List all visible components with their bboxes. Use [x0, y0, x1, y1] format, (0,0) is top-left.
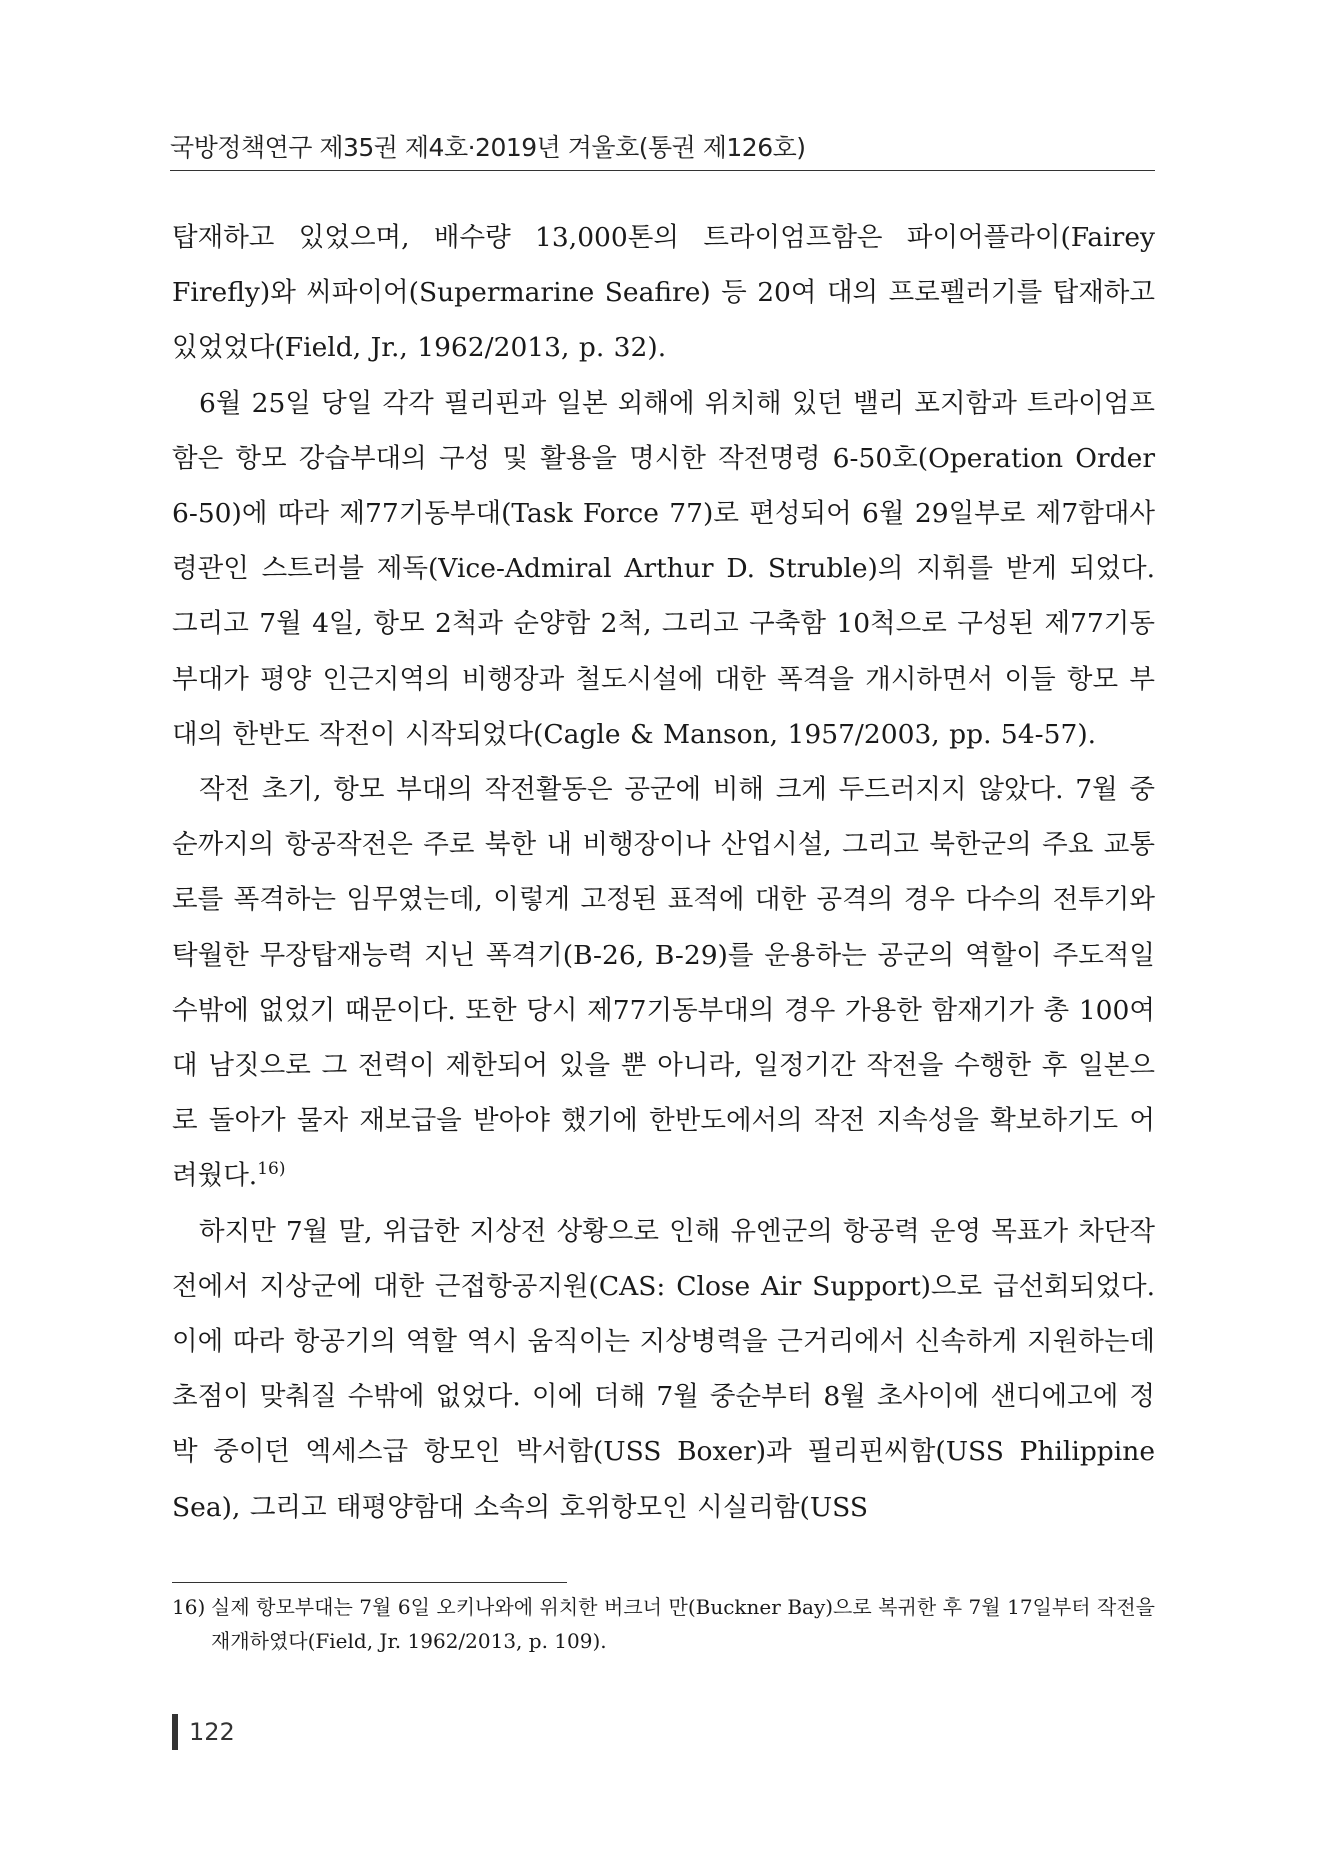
- paragraph-2: [172, 376, 1155, 762]
- page-marker-bar: [172, 1714, 178, 1750]
- paragraph-3-text: 작전 초기, 항모 부대의 작전활동은 공군에 비해 크게 두드러지지 않았다. 7월 중순까지의 항공작전은 주로 북한 내 비행장이나 산업시설, 그리고 북한군의 주요 교통로를 폭격하는 임무였는데, 이렇게 고정된 표적에 대한 공격의 경우 다수의 전투기와 탁월한 무장탑재능력 지닌 폭격기(B-26, B-29)를 운용하는 공군의 역할이 주도적일 수밖에 없었기 때문이다. 또한 당시 제77기동부대의 경우 가용한 함재기가 총 100여 대 남짓으로 그 전력이 제한되어 있을 뿐 아니라, 일정기간 작전을 수행한 후 일본으로 돌아가 물자 재보급을 받아야 했기에 한반도에서의 작전 지속성을 확보하기도 어려웠다.: [172, 774, 1155, 1192]
- footnote-reference[interactable]: 16): [257, 1159, 286, 1180]
- paragraph-4-text: 하지만 7월 말, 위급한 지상전 상황으로 인해 유엔군의 항공력 운영 목표가 차단작전에서 지상군에 대한 근접항공지원(CAS: Close Air Support)으로 급선회되었다. 이에 따라 항공기의 역할 역시 움직이는 지상병력을 근거리에서 신속하게 지원하는데 초점이 맞춰질 수밖에 없었다. 이에 더해 7월 중순부터 8월 초사이에 샌디에고에 정박 중이던 엑세스급 항모인 박서함(USS Boxer)과 필리핀씨함(USS Philippine Sea), 그리고 태평양함대 소속의 호위항모인 시실리함(USS: [172, 1215, 1155, 1523]
- running-header-title: 국방정책연구 제35권 제4호·2019년 겨울호(통권 제126호): [170, 133, 806, 162]
- footnote-text: 실제 항모부대는 7월 6일 오키나와에 위치한 버크너 만(Buckner Bay)으로 복귀한 후 7월 17일부터 작전을 재개하였다(Field, Jr. 1962/2013, p. 109).: [211, 1595, 1155, 1653]
- paragraph-1-text: 탑재하고 있었으며, 배수량 13,000톤의 트라이엄프함은 파이어플라이(Fairey Firefly)와 씨파이어(Supermarine Seafire) 등 20여 대의 프로펠러기를 탑재하고 있었었다(Field, Jr., 1962/2013, p. 32).: [172, 222, 1155, 364]
- footnote: [172, 1590, 1155, 1658]
- paragraph-1: [172, 210, 1155, 376]
- page-marker: [172, 1714, 235, 1750]
- footnote-divider: [172, 1582, 567, 1583]
- header-divider: [170, 170, 1155, 171]
- paragraph-4: [172, 1204, 1155, 1535]
- page-number: 122: [189, 1718, 235, 1746]
- paragraph-2-text: 6월 25일 당일 각각 필리핀과 일본 외해에 위치해 있던 밸리 포지함과 트라이엄프함은 항모 강습부대의 구성 및 활용을 명시한 작전명령 6-50호(Operation Order 6-50)에 따라 제77기동부대(Task Force 77)로 편성되어 6월 29일부로 제7함대사령관인 스트러블 제독(Vice-Admiral Arthur D. Struble)의 지휘를 받게 되었다. 그리고 7월 4일, 항모 2척과 순양함 2척, 그리고 구축함 10척으로 구성된 제77기동부대가 평양 인근지역의 비행장과 철도시설에 대한 폭격을 개시하면서 이들 항모 부대의 한반도 작전이 시작되었다(Cagle & Manson, 1957/2003, pp. 54-57).: [172, 387, 1155, 750]
- footnote-number: 16): [172, 1595, 206, 1619]
- body-text: [172, 210, 1155, 1535]
- paragraph-3: [172, 762, 1155, 1204]
